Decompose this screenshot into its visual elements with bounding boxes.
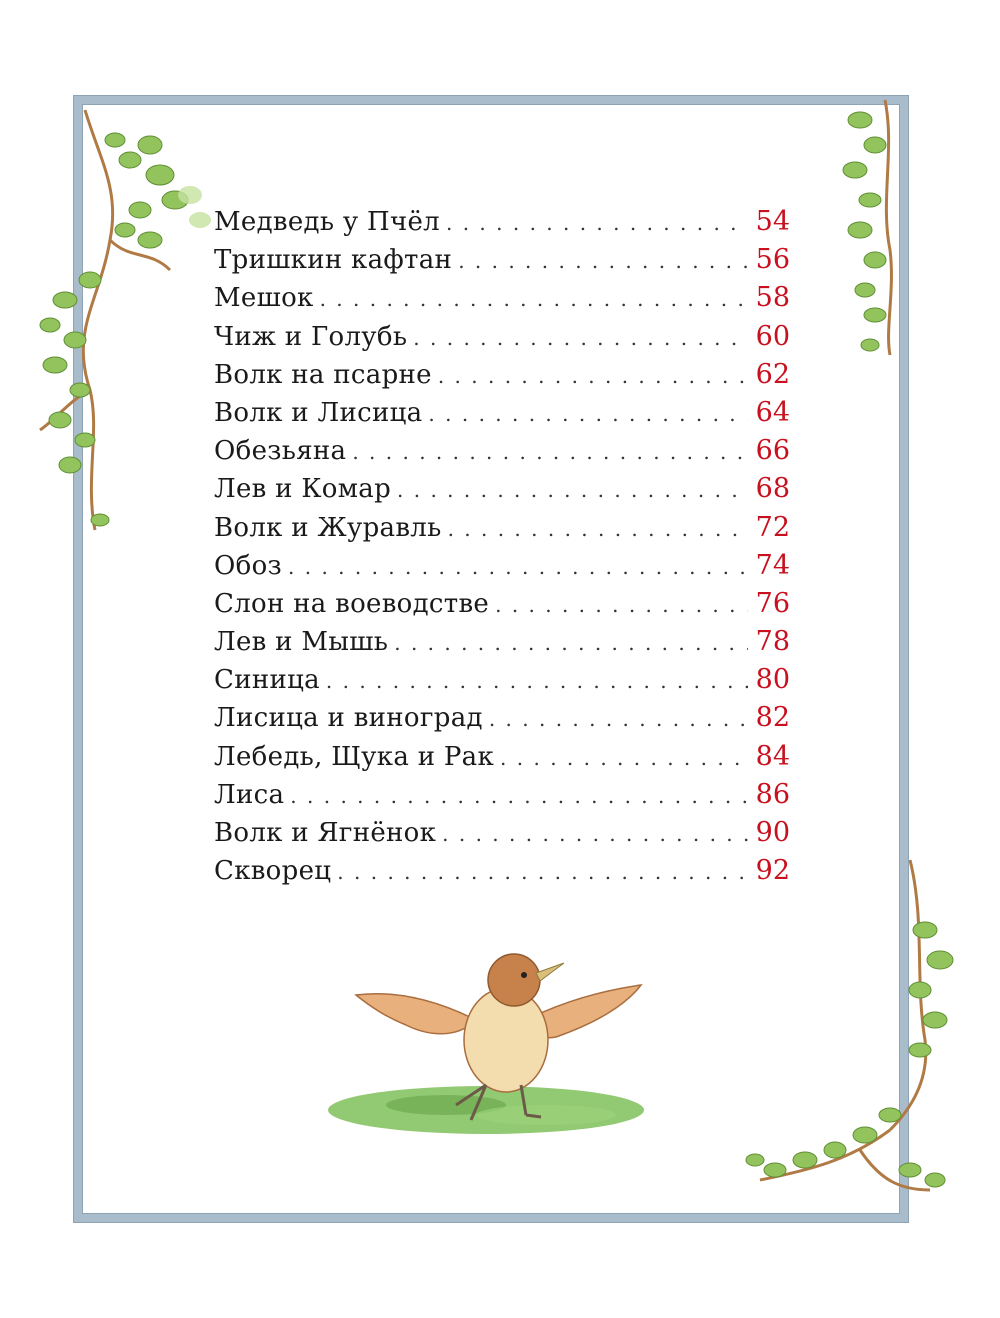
toc-entry-page-number: 76 — [755, 587, 790, 619]
toc-entry-page-number: 78 — [755, 626, 790, 658]
toc-entry — [214, 550, 790, 588]
toc-leader-dots — [413, 326, 748, 350]
bird-illustration — [326, 945, 656, 1145]
toc-entry — [214, 664, 790, 702]
toc-leader-dots — [397, 478, 748, 502]
toc-entry — [214, 702, 790, 740]
toc-entry-title: Волк на псарне — [214, 359, 432, 390]
toc-entry-title: Чиж и Голубь — [214, 321, 408, 352]
toc-entry-page-number: 80 — [755, 664, 790, 696]
vine-top-right-illustration — [840, 100, 920, 360]
toc-entry — [214, 473, 790, 511]
toc-entry-page-number: 68 — [755, 473, 790, 505]
toc-entry — [214, 435, 790, 473]
toc-entry-title: Мешок — [214, 283, 314, 314]
toc-leader-dots — [320, 287, 748, 311]
toc-leader-dots — [495, 593, 748, 617]
toc-leader-dots — [448, 517, 748, 541]
toc-leader-dots — [337, 860, 748, 884]
toc-entry-page-number: 56 — [755, 244, 790, 276]
vine-top-left-illustration — [30, 100, 190, 540]
toc-entry-page-number: 64 — [755, 396, 790, 428]
toc-entry — [214, 512, 790, 550]
toc-entry-title: Тришкин кафтан — [214, 245, 453, 276]
toc-entry-page-number: 84 — [755, 740, 790, 772]
toc-leader-dots — [288, 555, 748, 579]
toc-entry — [214, 244, 790, 282]
toc-entry-title: Обоз — [214, 550, 283, 581]
toc-entry-title: Лебедь, Щука и Рак — [214, 741, 495, 772]
toc-entry-page-number: 58 — [755, 282, 790, 314]
toc-leader-dots — [442, 822, 748, 846]
toc-entry-title: Обезьяна — [214, 436, 347, 467]
toc-entry — [214, 855, 790, 893]
toc-leader-dots — [438, 364, 748, 388]
toc-entry-title: Волк и Ягнёнок — [214, 818, 437, 848]
toc-entry — [214, 282, 790, 320]
toc-leader-dots — [489, 707, 748, 731]
toc-leader-dots — [428, 402, 748, 426]
vine-bottom-right-illustration — [740, 860, 960, 1220]
toc-entry — [214, 359, 790, 397]
toc-leader-dots — [352, 440, 748, 464]
table-of-contents — [214, 206, 790, 893]
toc-entry-page-number: 90 — [755, 817, 790, 848]
toc-leader-dots — [458, 249, 748, 273]
toc-entry — [214, 779, 790, 817]
toc-entry-title: Синица — [214, 665, 320, 696]
toc-entry — [214, 397, 790, 435]
toc-entry — [214, 321, 790, 359]
toc-leader-dots — [394, 631, 748, 655]
toc-entry-title: Волк и Журавль — [214, 512, 442, 543]
toc-entry-title: Медведь у Пчёл — [214, 207, 440, 237]
toc-entry-page-number: 54 — [755, 206, 790, 237]
toc-entry — [214, 588, 790, 626]
toc-leader-dots — [446, 211, 748, 235]
toc-entry-title: Лиса — [214, 779, 285, 810]
toc-entry-page-number: 86 — [755, 778, 790, 810]
toc-leader-dots — [290, 784, 748, 808]
toc-entry-title: Скворец — [214, 856, 332, 887]
toc-entry-page-number: 66 — [755, 435, 790, 467]
toc-entry — [214, 626, 790, 664]
toc-entry-title: Лев и Комар — [214, 474, 392, 505]
toc-entry-page-number: 92 — [755, 855, 790, 887]
toc-entry-title: Волк и Лисица — [214, 397, 423, 428]
toc-entry-page-number: 62 — [755, 358, 790, 390]
toc-entry-page-number: 60 — [755, 320, 790, 352]
toc-entry-page-number: 74 — [755, 549, 790, 581]
toc-entry — [214, 741, 790, 779]
toc-entry-title: Лисица и виноград — [214, 703, 483, 734]
toc-leader-dots — [326, 669, 748, 693]
toc-entry-title: Слон на воеводстве — [214, 588, 490, 619]
toc-leader-dots — [500, 746, 748, 770]
toc-entry — [214, 817, 790, 855]
toc-entry-title: Лев и Мышь — [214, 627, 389, 658]
toc-entry-page-number: 72 — [755, 511, 790, 543]
toc-entry — [214, 206, 790, 244]
toc-entry-page-number: 82 — [755, 702, 790, 734]
